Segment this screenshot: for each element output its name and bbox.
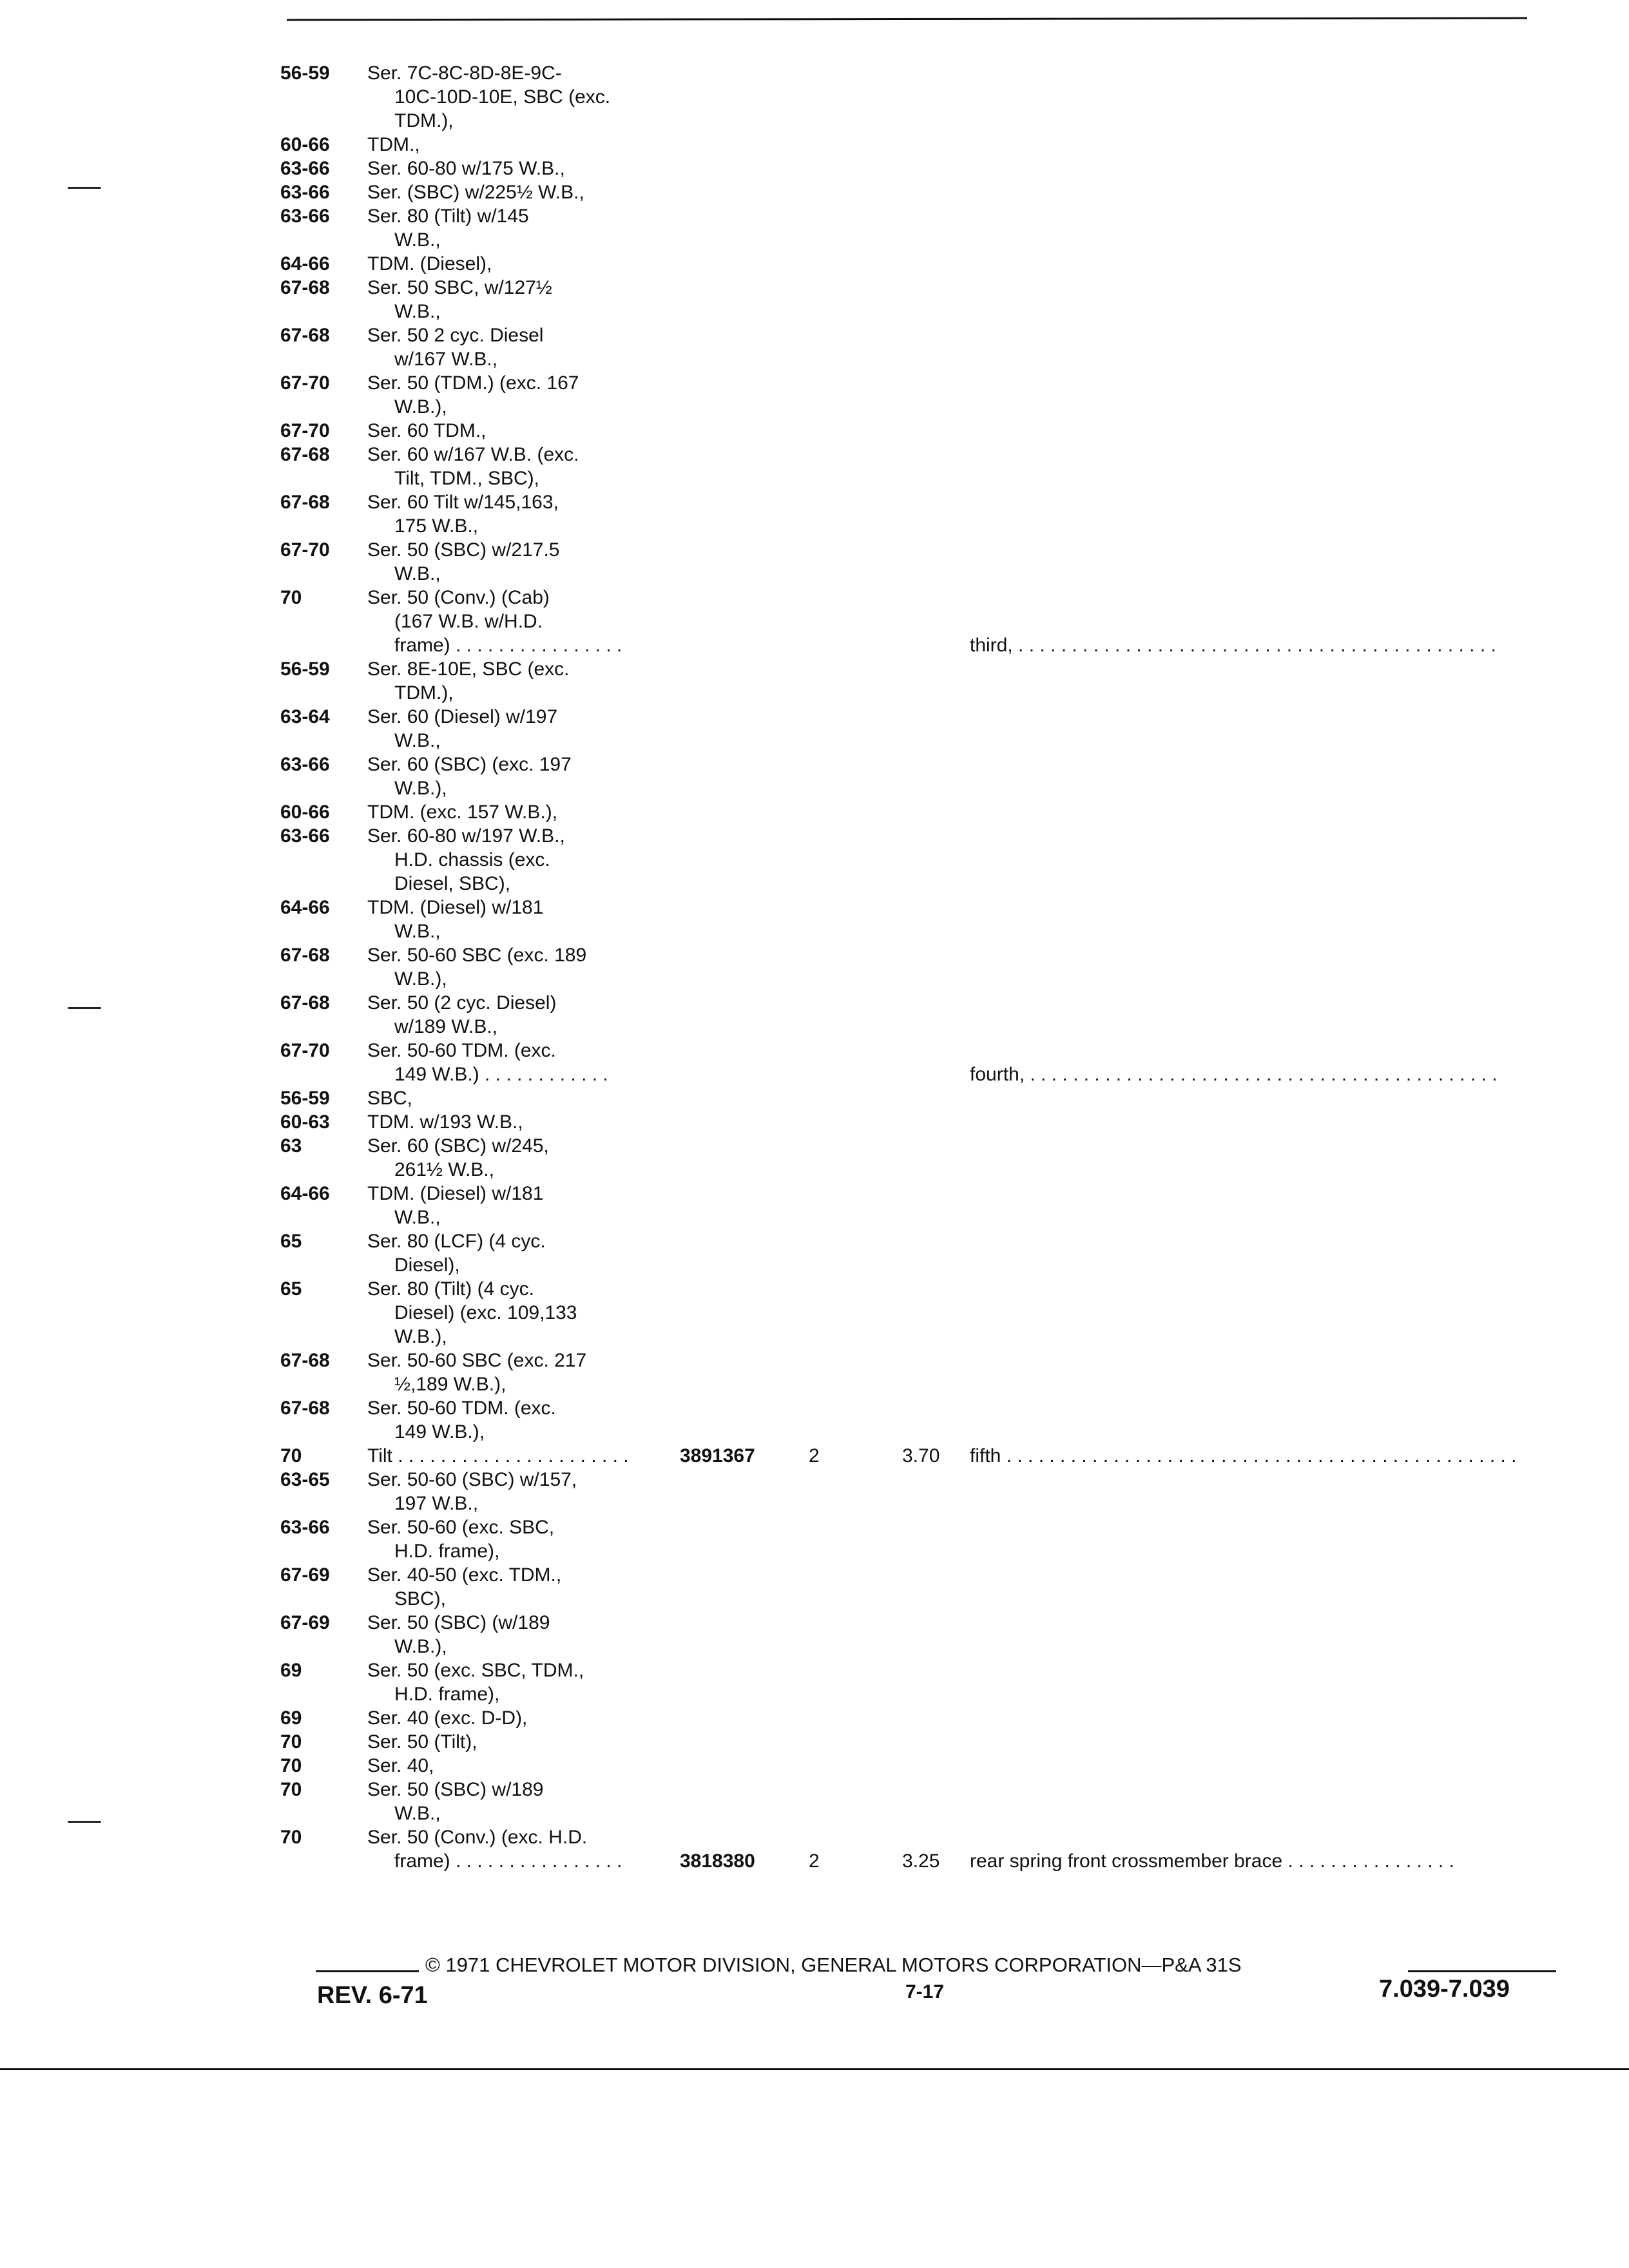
application-description: Diesel, SBC), bbox=[394, 873, 511, 894]
application-description: ½,189 W.B.), bbox=[394, 1374, 506, 1395]
page-number: 7-17 bbox=[905, 1981, 945, 2003]
parts-list-row bbox=[280, 562, 1569, 586]
application-description: Ser. 60 (SBC) w/245, bbox=[367, 1135, 549, 1157]
application-description: Ser. 50 (Conv.) (exc. H.D. bbox=[367, 1827, 588, 1848]
parts-list-row bbox=[280, 1706, 1569, 1730]
parts-list-row bbox=[280, 1158, 1569, 1182]
parts-list-row bbox=[280, 1277, 1569, 1301]
parts-list-row bbox=[280, 1825, 1569, 1849]
parts-list-row bbox=[280, 967, 1569, 991]
model-years: 70 bbox=[280, 1445, 302, 1466]
parts-list-row bbox=[280, 133, 1569, 157]
application-description: Ser. 50 (exc. SBC, TDM., bbox=[367, 1660, 584, 1681]
application-description: 10C-10D-10E, SBC (exc. bbox=[394, 86, 611, 108]
model-years: 64-66 bbox=[280, 897, 330, 918]
parts-list-row bbox=[280, 1110, 1569, 1134]
parts-list-row bbox=[280, 61, 1569, 85]
parts-list-row bbox=[280, 1658, 1569, 1682]
application-description: Ser. 60-80 w/197 W.B., bbox=[367, 825, 565, 847]
parts-list-row bbox=[280, 1182, 1569, 1206]
application-description: Ser. 60 Tilt w/145,163, bbox=[367, 492, 559, 513]
parts-list-row bbox=[280, 776, 1569, 800]
section-number: 7.039-7.039 bbox=[1379, 1975, 1510, 2003]
model-years: 65 bbox=[280, 1231, 302, 1252]
parts-list-row bbox=[280, 919, 1569, 943]
model-years: 70 bbox=[280, 1755, 302, 1776]
application-description: Ser. 60 (Diesel) w/197 bbox=[367, 706, 558, 727]
application-description: W.B., bbox=[394, 730, 441, 751]
revision-label: REV. 6-71 bbox=[317, 1982, 428, 2009]
parts-list-row bbox=[280, 872, 1569, 896]
parts-list-row bbox=[280, 1206, 1569, 1229]
application-description: TDM. w/193 W.B., bbox=[367, 1111, 523, 1133]
parts-list-row bbox=[280, 1253, 1569, 1277]
margin-mark bbox=[68, 1007, 101, 1009]
model-years: 60-66 bbox=[280, 802, 330, 823]
parts-list-row bbox=[280, 1492, 1569, 1515]
application-description: TDM., bbox=[367, 134, 420, 155]
parts-list-row bbox=[280, 1849, 1569, 1873]
parts-list-row bbox=[280, 991, 1569, 1015]
parts-list-row bbox=[280, 538, 1569, 562]
application-description: 149 W.B.), bbox=[394, 1421, 485, 1443]
parts-list-row bbox=[280, 466, 1569, 490]
parts-list-row bbox=[280, 753, 1569, 776]
parts-list-row bbox=[280, 300, 1569, 323]
application-description: Ser. 50 (Tilt), bbox=[367, 1731, 477, 1753]
model-years: 67-70 bbox=[280, 1040, 330, 1061]
parts-list-row bbox=[280, 1778, 1569, 1802]
application-description: W.B., bbox=[394, 921, 441, 942]
model-years: 56-59 bbox=[280, 658, 330, 680]
application-description: Ser. 50-60 SBC (exc. 189 bbox=[367, 945, 587, 966]
price: 3.70 bbox=[902, 1445, 940, 1466]
application-description: W.B.), bbox=[394, 968, 447, 990]
parts-list-row bbox=[280, 443, 1569, 466]
margin-mark bbox=[68, 187, 101, 189]
application-description: 149 W.B.) . . . . . . . . . . . . bbox=[394, 1064, 608, 1085]
parts-list-row bbox=[280, 800, 1569, 824]
part-name: third, . . . . . . . . . . . . . . . . . . . . . . . . . . . . . . . . . . . . . . . . . . . . . bbox=[970, 635, 1496, 656]
application-description: frame) . . . . . . . . . . . . . . . . bbox=[394, 1850, 622, 1872]
parts-list-row bbox=[280, 1682, 1569, 1706]
parts-list-row bbox=[280, 204, 1569, 228]
application-description: w/189 W.B., bbox=[394, 1016, 498, 1037]
application-description: Ser. 50-60 (exc. SBC, bbox=[367, 1517, 555, 1538]
parts-list-row bbox=[280, 1396, 1569, 1420]
parts-list-row bbox=[280, 252, 1569, 276]
application-description: Ser. 50-60 TDM. (exc. bbox=[367, 1040, 556, 1061]
model-years: 70 bbox=[280, 1779, 302, 1800]
application-description: 197 W.B., bbox=[394, 1493, 479, 1514]
parts-list-row bbox=[280, 1611, 1569, 1635]
parts-list-row bbox=[280, 824, 1569, 848]
model-years: 67-68 bbox=[280, 992, 330, 1014]
parts-list-row bbox=[280, 1635, 1569, 1658]
copyright-text: © 1971 CHEVROLET MOTOR DIVISION, GENERAL MOTORS CORPORATION—P&A 31S bbox=[425, 1954, 1242, 1976]
application-description: Ser. 50 (SBC) (w/189 bbox=[367, 1612, 550, 1633]
application-description: Ser. 50 (TDM.) (exc. 167 bbox=[367, 372, 579, 394]
parts-list-row bbox=[280, 1754, 1569, 1778]
model-years: 63-65 bbox=[280, 1469, 330, 1490]
model-years: 67-68 bbox=[280, 945, 330, 966]
application-description: Ser. 50-60 SBC (exc. 217 bbox=[367, 1350, 587, 1371]
application-description: Ser. 50-60 (SBC) w/157, bbox=[367, 1469, 577, 1490]
application-description: W.B., bbox=[394, 1803, 441, 1824]
application-description: W.B., bbox=[394, 1207, 441, 1228]
application-description: w/167 W.B., bbox=[394, 349, 498, 370]
application-description: H.D. chassis (exc. bbox=[394, 849, 550, 870]
parts-list-row bbox=[280, 347, 1569, 371]
model-years: 67-68 bbox=[280, 444, 330, 465]
parts-list-row bbox=[280, 1325, 1569, 1349]
model-years: 69 bbox=[280, 1660, 302, 1681]
application-description: Ser. 40 (exc. D-D), bbox=[367, 1707, 528, 1729]
parts-list-row bbox=[280, 419, 1569, 443]
model-years: 67-68 bbox=[280, 277, 330, 298]
model-years: 64-66 bbox=[280, 1183, 330, 1204]
bottom-rule bbox=[0, 2068, 1629, 2070]
part-name: fourth, . . . . . . . . . . . . . . . . . . . . . . . . . . . . . . . . . . . . . . . . . . . . bbox=[970, 1064, 1498, 1085]
model-years: 67-68 bbox=[280, 325, 330, 346]
application-description: TDM. (Diesel) w/181 bbox=[367, 1183, 544, 1204]
application-description: TDM. (Diesel) w/181 bbox=[367, 897, 544, 918]
parts-list-row bbox=[280, 490, 1569, 514]
application-description: Diesel), bbox=[394, 1254, 460, 1276]
parts-list-row bbox=[280, 276, 1569, 300]
parts-list-row bbox=[280, 1062, 1569, 1086]
parts-list-row bbox=[280, 109, 1569, 133]
parts-list-row bbox=[280, 1134, 1569, 1158]
application-description: Tilt . . . . . . . . . . . . . . . . . . . . . . bbox=[367, 1445, 629, 1466]
application-description: W.B.), bbox=[394, 1636, 447, 1657]
parts-list-row bbox=[280, 180, 1569, 204]
model-years: 63-66 bbox=[280, 182, 330, 203]
application-description: Ser. 8E-10E, SBC (exc. bbox=[367, 658, 570, 680]
parts-list-row bbox=[280, 681, 1569, 705]
parts-list-row bbox=[280, 586, 1569, 610]
application-description: Ser. 40-50 (exc. TDM., bbox=[367, 1564, 562, 1586]
parts-list-row bbox=[280, 1229, 1569, 1253]
application-description: Ser. 60-80 w/175 W.B., bbox=[367, 158, 565, 179]
model-years: 67-69 bbox=[280, 1612, 330, 1633]
part-name: fifth . . . . . . . . . . . . . . . . . . . . . . . . . . . . . . . . . . . . . . . . . . . . . . . . bbox=[970, 1445, 1517, 1466]
application-description: W.B.), bbox=[394, 1326, 447, 1347]
parts-list-row bbox=[280, 323, 1569, 347]
application-description: W.B.), bbox=[394, 778, 447, 799]
model-years: 64-66 bbox=[280, 253, 330, 274]
footer-rule bbox=[316, 1970, 419, 1972]
model-years: 56-59 bbox=[280, 1088, 330, 1109]
application-description: Ser. 50 SBC, w/127½ bbox=[367, 277, 552, 298]
application-description: H.D. frame), bbox=[394, 1684, 500, 1705]
application-description: 261½ W.B., bbox=[394, 1159, 495, 1180]
parts-list-row bbox=[280, 1039, 1569, 1062]
parts-list-row bbox=[280, 1086, 1569, 1110]
model-years: 67-70 bbox=[280, 420, 330, 441]
parts-list-row bbox=[280, 228, 1569, 252]
model-years: 69 bbox=[280, 1707, 302, 1729]
quantity: 2 bbox=[809, 1445, 820, 1466]
application-description: Ser. 80 (LCF) (4 cyc. bbox=[367, 1231, 546, 1252]
application-description: Ser. 60 (SBC) (exc. 197 bbox=[367, 754, 572, 775]
price: 3.25 bbox=[902, 1850, 940, 1872]
parts-list bbox=[280, 61, 1569, 1873]
parts-list-row bbox=[280, 1730, 1569, 1754]
application-description: (167 W.B. w/H.D. bbox=[394, 611, 543, 632]
model-years: 63 bbox=[280, 1135, 302, 1157]
parts-list-row bbox=[280, 1563, 1569, 1587]
application-description: Ser. 50-60 TDM. (exc. bbox=[367, 1398, 556, 1419]
model-years: 70 bbox=[280, 1731, 302, 1753]
top-rule bbox=[287, 17, 1527, 21]
application-description: 175 W.B., bbox=[394, 515, 479, 537]
parts-list-row bbox=[280, 85, 1569, 109]
quantity: 2 bbox=[809, 1850, 820, 1872]
application-description: frame) . . . . . . . . . . . . . . . . bbox=[394, 635, 622, 656]
application-description: Ser. 50 (SBC) w/217.5 bbox=[367, 539, 560, 561]
margin-mark bbox=[68, 1821, 101, 1823]
parts-list-row bbox=[280, 1515, 1569, 1539]
parts-list-row bbox=[280, 657, 1569, 681]
application-description: Ser. 40, bbox=[367, 1755, 434, 1776]
model-years: 60-63 bbox=[280, 1111, 330, 1133]
model-years: 65 bbox=[280, 1278, 302, 1300]
application-description: SBC, bbox=[367, 1088, 413, 1109]
parts-list-row bbox=[280, 1802, 1569, 1825]
parts-list-row bbox=[280, 1015, 1569, 1039]
application-description: TDM. (exc. 157 W.B.), bbox=[367, 802, 558, 823]
model-years: 60-66 bbox=[280, 134, 330, 155]
application-description: W.B., bbox=[394, 563, 441, 584]
footer-rule bbox=[1408, 1970, 1556, 1972]
application-description: Ser. 50 (Conv.) (Cab) bbox=[367, 587, 550, 608]
application-description: W.B.), bbox=[394, 396, 447, 418]
parts-list-row bbox=[280, 395, 1569, 419]
model-years: 67-68 bbox=[280, 1398, 330, 1419]
model-years: 67-70 bbox=[280, 372, 330, 394]
parts-list-row bbox=[280, 514, 1569, 538]
model-years: 63-64 bbox=[280, 706, 330, 727]
application-description: Ser. 7C-8C-8D-8E-9C- bbox=[367, 62, 562, 84]
model-years: 63-66 bbox=[280, 206, 330, 227]
application-description: TDM.), bbox=[394, 682, 454, 704]
application-description: TDM.), bbox=[394, 110, 454, 131]
application-description: SBC), bbox=[394, 1588, 447, 1610]
parts-list-row bbox=[280, 610, 1569, 633]
application-description: H.D. frame), bbox=[394, 1541, 500, 1562]
model-years: 67-70 bbox=[280, 539, 330, 561]
parts-list-row bbox=[280, 633, 1569, 657]
parts-list-row bbox=[280, 1301, 1569, 1325]
application-description: Ser. 50 (2 cyc. Diesel) bbox=[367, 992, 557, 1014]
model-years: 70 bbox=[280, 587, 302, 608]
copyright-line bbox=[316, 1952, 1556, 1978]
parts-list-row bbox=[280, 1349, 1569, 1372]
model-years: 56-59 bbox=[280, 62, 330, 84]
parts-list-row bbox=[280, 896, 1569, 919]
application-description: Ser. 80 (Tilt) w/145 bbox=[367, 206, 529, 227]
model-years: 63-66 bbox=[280, 1517, 330, 1538]
parts-list-row bbox=[280, 1539, 1569, 1563]
application-description: Tilt, TDM., SBC), bbox=[394, 468, 539, 489]
parts-list-row bbox=[280, 1420, 1569, 1444]
parts-list-row bbox=[280, 157, 1569, 180]
parts-list-row bbox=[280, 1444, 1569, 1468]
application-description: W.B., bbox=[394, 229, 441, 251]
model-years: 70 bbox=[280, 1827, 302, 1848]
application-description: Ser. 60 TDM., bbox=[367, 420, 487, 441]
application-description: TDM. (Diesel), bbox=[367, 253, 492, 274]
model-years: 63-66 bbox=[280, 825, 330, 847]
application-description: Ser. 60 w/167 W.B. (exc. bbox=[367, 444, 579, 465]
model-years: 63-66 bbox=[280, 158, 330, 179]
parts-list-row bbox=[280, 705, 1569, 729]
part-number: 3818380 bbox=[680, 1850, 755, 1872]
model-years: 67-68 bbox=[280, 492, 330, 513]
parts-list-row bbox=[280, 943, 1569, 967]
parts-list-row bbox=[280, 848, 1569, 872]
model-years: 63-66 bbox=[280, 754, 330, 775]
parts-list-row bbox=[280, 1468, 1569, 1492]
parts-list-row bbox=[280, 371, 1569, 395]
parts-list-row bbox=[280, 1587, 1569, 1611]
parts-list-row bbox=[280, 729, 1569, 753]
application-description: Ser. 80 (Tilt) (4 cyc. bbox=[367, 1278, 534, 1300]
application-description: Ser. (SBC) w/225½ W.B., bbox=[367, 182, 584, 203]
application-description: Ser. 50 2 cyc. Diesel bbox=[367, 325, 544, 346]
part-name: rear spring front crossmember brace . . . . . . . . . . . . . . . . bbox=[970, 1850, 1454, 1872]
parts-list-row bbox=[280, 1372, 1569, 1396]
application-description: Diesel) (exc. 109,133 bbox=[394, 1302, 577, 1323]
application-description: W.B., bbox=[394, 301, 441, 322]
application-description: Ser. 50 (SBC) w/189 bbox=[367, 1779, 544, 1800]
model-years: 67-69 bbox=[280, 1564, 330, 1586]
model-years: 67-68 bbox=[280, 1350, 330, 1371]
part-number: 3891367 bbox=[680, 1445, 755, 1466]
